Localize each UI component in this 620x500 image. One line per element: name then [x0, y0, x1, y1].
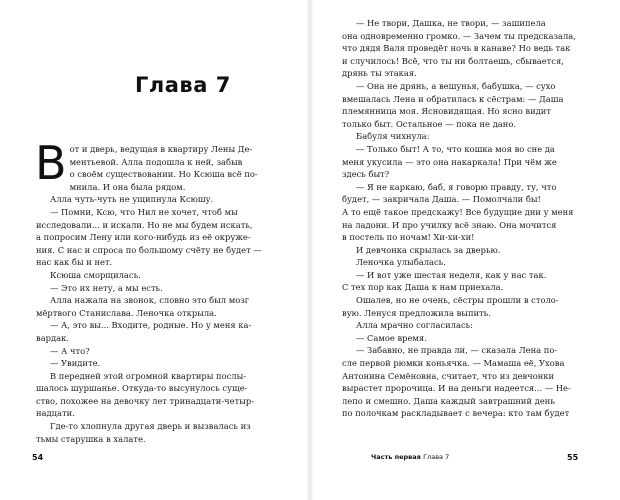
text-line: вмешалась Лена и обратилась к сёстрам: — Даша [342, 93, 564, 104]
paragraph-line: — Это их нету, а мы есть. [50, 282, 163, 293]
text-line: она одновременно громко. — Зачем ты предсказала, [342, 30, 576, 41]
book-gutter [306, 0, 314, 500]
running-head-chapter: Глава 7 [423, 453, 450, 461]
paragraph-line: — Самое время. [356, 332, 427, 343]
paragraph-line: — Забавно, не правда ли, — сказала Лена по- [356, 345, 558, 356]
text-line: исследовали... и искали. Но не мы будем искать, [36, 219, 253, 230]
text-line: вую. Ленуся предложила выпить. [342, 307, 491, 318]
paragraph-line: — Только быт! А то, что кошка моя во сне да [356, 143, 555, 154]
left-body-text [35, 136, 272, 445]
paragraph-line: Леночка улыбалась. [356, 257, 446, 268]
page-number-left: 54 [32, 453, 44, 462]
opening-line: мнила. И она была рядом. [69, 181, 186, 192]
text-line: ния. С нас и спроса по большому счёту не будет — [36, 244, 262, 255]
text-line: дрянь ты этакая. [342, 68, 417, 79]
running-head [371, 453, 449, 461]
right-body-text [342, 17, 578, 420]
text-line: племянница моя. Ясновидящая. Но ясно видит [342, 106, 551, 117]
text-line: тьмы старушка в халате. [36, 433, 146, 444]
paragraph-line: Алла чуть-чуть не ущипнула Ксюшу. [50, 194, 214, 205]
paragraph-line: — Увидите. [50, 358, 101, 369]
text-line: в постель по ночам! Хи-хи-хи! [342, 232, 475, 243]
running-head-part: Часть первая [371, 453, 421, 461]
left-page [0, 0, 306, 500]
right-page [314, 0, 620, 500]
text-line: вардак. [36, 332, 69, 343]
paragraph-line: — Помни, Ксю, что Нил не хочет, чтоб мы [50, 206, 238, 217]
drop-cap: В [35, 136, 67, 190]
text-line: мёртвого Станислава. Леночка открыла. [36, 307, 217, 318]
text-line: шалось шуршанье. Откуда-то высунулось суще- [36, 383, 248, 394]
paragraph-line: Ксюша сморщилась. [50, 269, 141, 280]
text-line: только быт. Остальное — пока не дано. [342, 118, 517, 129]
opening-line: от и дверь, ведущая в квартиру Лены Де- [69, 144, 253, 154]
text-line: здесь быт? [342, 169, 390, 180]
text-line: А то ещё такое предскажу! Все будущие дни у меня [342, 206, 574, 217]
text-line: сле первой рюмки коньячка. — Мамаша её, Ухова [342, 358, 565, 369]
text-line: будет, — закричала Даша. — Помолчали бы! [342, 194, 541, 205]
paragraph-line: Бабуля чихнула: [356, 131, 430, 142]
text-line: надцати. [36, 408, 75, 419]
paragraph-line: Алла нажала на звонок, словно это был мозг [50, 295, 250, 306]
text-line: что дядя Валя проведёт ночь в канаве? Но ведь так [342, 43, 571, 54]
paragraph-line: В передней этой огромной квартиры послы- [50, 370, 247, 381]
text-line: на ладони. И про училку всё знаю. Она мочится [342, 219, 557, 230]
text-line: нас как бы и нет. [36, 257, 113, 268]
paragraph-line: — Не твори, Дашка, не твори, — зашипела [356, 18, 546, 28]
chapter-title: Глава 7 [135, 73, 231, 97]
opening-line: ментьевой. Алла подошла к ней, забыв [69, 156, 243, 167]
text-line: ство, похожее на девочку лет тринадцати-четыр- [36, 395, 255, 406]
paragraph-line: Где-то хлопнула другая дверь и вызвалась из [50, 421, 251, 432]
paragraph-line: — А, это вы... Входите, родные. Но у меня ка- [50, 320, 252, 331]
paragraph-line: Алла мрачно согласилась: [356, 320, 473, 331]
text-line: и случилось! Всё, что ты ни болтаешь, сбывается, [342, 55, 564, 66]
opening-paragraph [35, 136, 272, 193]
text-line: меня укусила — это она накаркала! При чём же [342, 156, 557, 167]
page-number-right: 55 [567, 453, 579, 462]
text-line: вырастет пророчица. И на деньги надеется... — Не- [342, 383, 571, 394]
paragraph-line: Ошалев, но не очень, сёстры прошли в столо- [356, 295, 559, 306]
text-line: по полочкам раскладывает с вечера: кто там будет [342, 408, 570, 419]
paragraph-line: — И вот уже шестая неделя, как у нас так. [356, 269, 547, 280]
text-line: а попросим Лену или кого-нибудь из её окруже- [36, 232, 251, 243]
text-line: лепо и смешно. Даша каждый завтрашний день [342, 395, 555, 406]
text-line: С тех пор как Даша к нам приехала. [342, 282, 504, 293]
paragraph-line: — Я не каркаю, баб, я говорю правду, ту, что [356, 181, 557, 192]
text-line: Антонина Семёновна, считает, что из девчонки [342, 370, 555, 381]
paragraph-line: — А что? [50, 345, 90, 356]
paragraph-line: — Она не дрянь, а вешунья, бабушка, — сухо [356, 80, 556, 91]
paragraph-line: И девчонка скрылась за дверью. [356, 244, 501, 255]
opening-line: о своём существовании. Но Ксюша всё по- [69, 169, 258, 180]
